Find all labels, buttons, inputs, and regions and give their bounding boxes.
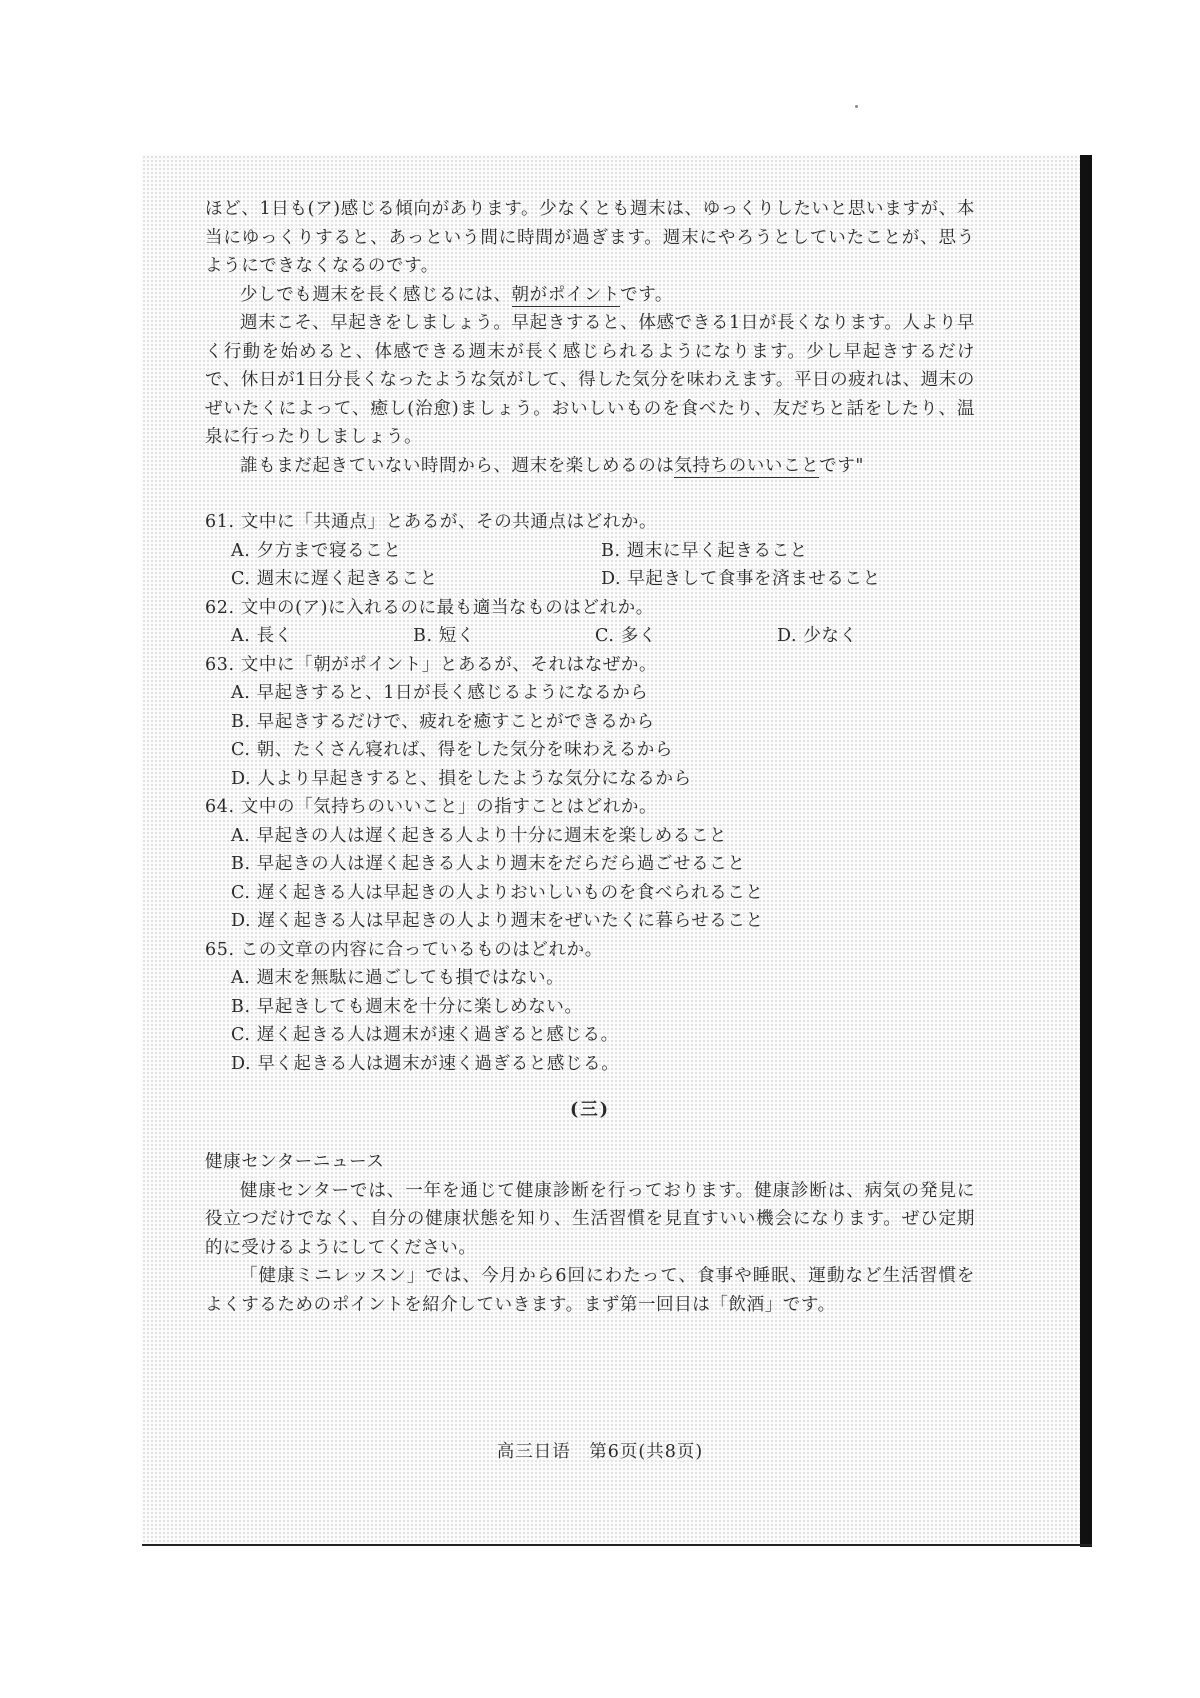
underlined-phrase-pleasant-thing: 気持ちのいいこと	[674, 455, 820, 476]
section-title: (三)	[569, 1100, 611, 1120]
passage-paragraph-point	[205, 281, 975, 310]
option-62-a: A. 長く	[231, 626, 293, 646]
scan-speck	[855, 105, 858, 108]
passage-continuation: ほど、1日も(ア)感じる傾向があります。少なくとも週末は、ゆっくりしたいと思いますが、本当にゆっくりすると、あっという間に時間が過ぎます。週末にやろうとしていたことが、思うようにできなくなるのです。	[205, 199, 975, 276]
question-61-options-row-2	[205, 565, 975, 594]
passage-paragraph-conclusion	[205, 452, 975, 481]
option-65-d: D. 早く起きる人は週末が速く過ぎると感じる。	[231, 1053, 620, 1074]
passage-text: です"	[819, 455, 865, 476]
option-61-b: B. 週末に早く起きること	[601, 540, 808, 561]
page-shadow-edge	[1080, 155, 1092, 1547]
option-62-d: D. 少なく	[777, 626, 858, 646]
option-61-d: D. 早起きして食事を済ませること	[601, 569, 881, 589]
health-news-paragraph-1: 健康センターでは、一年を通じて健康診断を行っております。健康診断は、病気の発見に役立つだけでなく、自分の健康状態を知り、生活習慣を見直すいい機会になります。ぜひ定期的に受けるようにしてください。	[205, 1180, 975, 1258]
option-61-c: C. 週末に遅く起きること	[231, 569, 438, 589]
underlined-phrase-morning-point: 朝がポイント	[511, 284, 621, 305]
question-63: 63. 文中に「朝がポイント」とあるが、それはなぜか。	[205, 654, 658, 675]
option-62-c: C. 多く	[595, 626, 657, 646]
passage-text: です。	[620, 284, 674, 305]
option-65-c: C. 遅く起きる人は週末が速く過ぎると感じる。	[231, 1025, 619, 1045]
page-bottom-edge	[142, 1544, 1092, 1546]
passage-paragraph-early-rising: 週末こそ、早起きをしましょう。早起きすると、体感できる1日が長くなります。人より早く行動を始めると、体感できる週末が長く感じられるようになります。少し早起きするだけで、休日が1日分長くなったような気がして、得した気分を味わえます。平日の疲れは、週末のぜいたくによって、癒し(治愈)ましょう。おいしいものを食べたり、友だちと話をしたり、温泉に行ったりしましょう。	[205, 313, 975, 447]
health-news-paragraph-2: 「健康ミニレッスン」では、今月から6回にわたって、食事や睡眠、運動など生活習慣をよくするためのポイントを紹介していきます。まず第一回目は「飲酒」です。	[205, 1266, 975, 1315]
passage-text: 誰もまだ起きていない時間から、週末を楽しめるのは	[240, 455, 675, 476]
page-footer: 高三日语 第6页(共8页)	[496, 1442, 704, 1462]
section-heading: 健康センターニュース	[205, 1152, 385, 1172]
option-65-b: B. 早起きしても週末を十分に楽しめない。	[231, 996, 583, 1017]
option-63-a: A. 早起きすると、1日が長く感じるようになるから	[231, 683, 649, 703]
option-63-c: C. 朝、たくさん寝れば、得をした気分を味わえるから	[231, 740, 673, 760]
option-61-a: A. 夕方まで寝ること	[231, 540, 402, 561]
option-64-a: A. 早起きの人は遅く起きる人より十分に週末を楽しめること	[231, 825, 728, 846]
option-64-c: C. 遅く起きる人は早起きの人よりおいしいものを食べられること	[231, 882, 764, 903]
option-64-d: D. 遅く起きる人は早起きの人より週末をぜいたくに暮らせること	[231, 911, 764, 931]
spacer	[205, 480, 975, 508]
option-63-d: D. 人より早起きすると、損をしたような気分になるから	[231, 768, 692, 789]
option-62-b: B. 短く	[413, 626, 475, 646]
option-63-b: B. 早起きするだけで、疲れを癒すことができるから	[231, 711, 655, 732]
question-62: 62. 文中の(ア)に入れるのに最も適当なものはどれか。	[205, 597, 654, 618]
option-64-b: B. 早起きの人は遅く起きる人より週末をだらだら過ごせること	[231, 854, 746, 874]
page-content	[205, 195, 975, 1319]
option-65-a: A. 週末を無駄に過ごしても損ではない。	[231, 968, 565, 988]
passage-text: 少しでも週末を長く感じるには、	[240, 284, 512, 305]
question-62-options	[205, 622, 975, 651]
question-65: 65. この文章の内容に合っているものはどれか。	[205, 939, 603, 960]
question-61: 61. 文中に「共通点」とあるが、その共通点はどれか。	[205, 512, 658, 532]
question-64: 64. 文中の「気持ちのいいこと」の指すことはどれか。	[205, 797, 658, 817]
question-61-options-row-1	[205, 537, 975, 566]
